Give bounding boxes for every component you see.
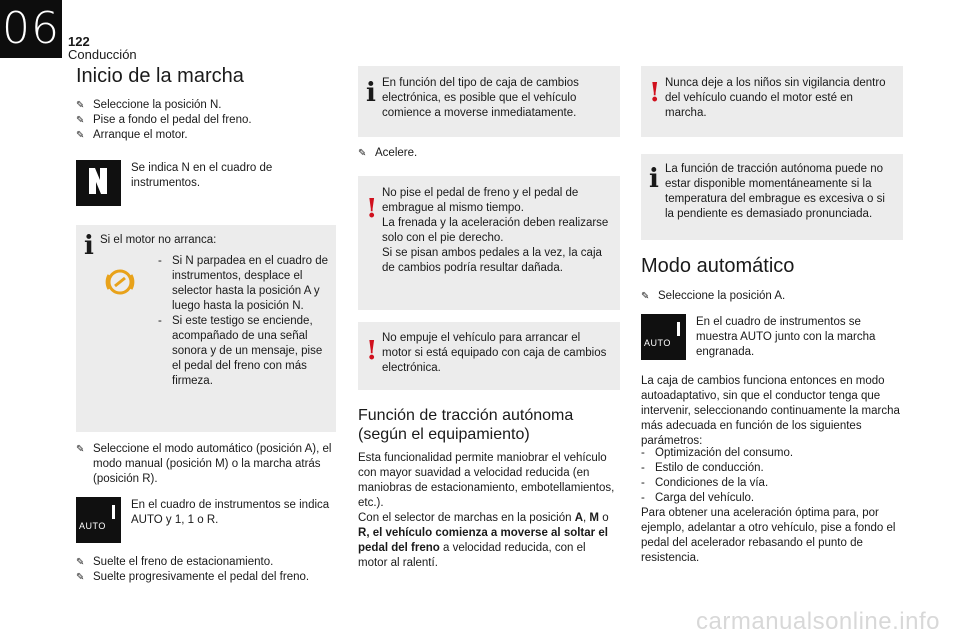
list-item: - Condiciones de la vía. [641,477,769,489]
bullet-item: ✎ Arranque el motor. [76,129,188,141]
warning-icon: ! [366,194,378,224]
parameter-list [641,446,903,506]
warning-box-push [358,322,620,390]
bullet-item: ✎ Seleccione la posición N. [76,99,222,111]
bullet-item: ✎ Suelte el freno de estacionamiento. [76,556,274,568]
n-gear-display-icon [76,160,121,206]
paragraph-traccion-b: Con el selector de marchas en la posición A, M o R, el vehículo comienza a moverse al soltar el pedal del freno a velocidad reducida, con el motor al ralentí. [358,512,609,569]
auto-display-icon [641,314,686,360]
auto-caption: En el cuadro de instrumentos se muestra AUTO junto con la marcha engranada. [696,316,876,358]
heading-traccion-autonoma: Función de tracción autónoma (según el equipamiento) [358,407,574,443]
heading-modo-automatico: Modo automático [641,255,795,277]
info-icon: i [649,164,659,194]
watermark: carmanualsonline.info [696,608,940,635]
paragraph-autoadaptativo: La caja de cambios funciona entonces en modo autoadaptativo, sin que el conductor tenga que intervenir, seleccionando continuamente la marcha más adecuada en función de los siguientes parámetros: [641,375,900,447]
bullet-icon: ✎ [358,148,367,159]
paragraph-aceleracion: Para obtener una aceleración óptima para, por ejemplo, adelantar a otro vehículo, pise a fondo el pedal del acelerador rebasando el punto de resistencia. [641,507,896,564]
column-2 [358,60,620,590]
list-item: - Estilo de conducción. [641,462,764,474]
heading-inicio-marcha: Inicio de la marcha [76,65,244,87]
list-item: - Carga del vehículo. [641,492,755,504]
warning-text: No pise el pedal de freno y el pedal de embrague al mismo tiempo. La frenada y la aceleración deben realizarse solo con el pie derecho. Si se pisan ambos pedales a la vez, la caja de cambios podría resultar dañada. [382,187,609,274]
info-text: La función de tracción autónoma puede no estar disponible momentáneamente si la temperatura del embrague es excesiva o si la pendiente es demasiado pronunciada. [665,163,885,220]
auto-caption: En el cuadro de instrumentos se indica AUTO y 1, 1 o R. [131,499,330,526]
warning-icon: ! [649,78,661,108]
bullet-item: ✎ Pise a fondo el pedal del freno. [76,114,252,126]
bullet-icon: ✎ [76,130,85,141]
info-intro: Si el motor no arranca: [100,234,217,246]
bullet-select-a: ✎ Seleccione la posición A. [641,290,786,302]
paragraph-traccion-a: Esta funcionalidad permite maniobrar el vehículo con mayor suavidad a velocidad reducida (en maniobras de estacionamiento, embotellamientos, etc.). [358,452,615,509]
auto-label: AUTO [79,521,106,531]
info-box-availability [641,154,903,240]
list-item: - Si este testigo se enciende, acompañado de una señal sonora y de un mensaje, pise el pedal del freno con más firmeza. [158,315,323,387]
warning-icon: ! [366,336,378,366]
bullet-icon: ✎ [76,557,85,568]
auto-label: AUTO [644,338,671,348]
list-item: - Si N parpadea en el cuadro de instrumentos, desplace el selector hasta la posición A y luego hasta la posición N. [158,255,328,312]
list-item: - Optimización del consumo. [641,447,794,459]
bullet-select-mode: ✎ Seleccione el modo automático (posición A), el modo manual (posición M) o la marcha atrás (posición R). [76,443,332,485]
info-box-no-start [76,225,336,432]
section-title: Conducción [68,47,137,62]
info-box-gearbox [358,66,620,137]
warning-text: Nunca deje a los niños sin vigilancia dentro del vehículo cuando el motor esté en marcha. [665,77,886,119]
bullet-icon: ✎ [641,291,650,302]
bullet-item: ✎ Suelte progresivamente el pedal del freno. [76,571,310,583]
info-list [158,254,328,389]
bullet-icon: ✎ [76,100,85,111]
page-number: 122 [68,34,90,49]
info-icon: i [366,78,376,108]
warning-text: No empuje el vehículo para arrancar el motor si está equipado con caja de cambios electrónica. [382,332,607,374]
warning-box-pedals [358,176,620,310]
bullet-list-3 [76,555,336,585]
bullet-list-1 [76,98,336,143]
bullet-icon: ✎ [76,444,85,455]
info-text: En función del tipo de caja de cambios electrónica, es posible que el vehículo comience a moverse inmediatamente. [382,77,579,119]
bullet-icon: ✎ [76,572,85,583]
chapter-number: 06 [0,0,62,58]
warning-lamp-icon [103,265,137,299]
warning-box-children [641,66,903,137]
auto-display-icon [76,497,121,543]
bullet-icon: ✎ [76,115,85,126]
bullet-accelerate: ✎ Acelere. [358,147,418,159]
column-3 [641,60,903,590]
column-1 [76,60,336,590]
info-icon: i [84,231,94,261]
n-caption: Se indica N en el cuadro de instrumentos. [131,162,273,189]
